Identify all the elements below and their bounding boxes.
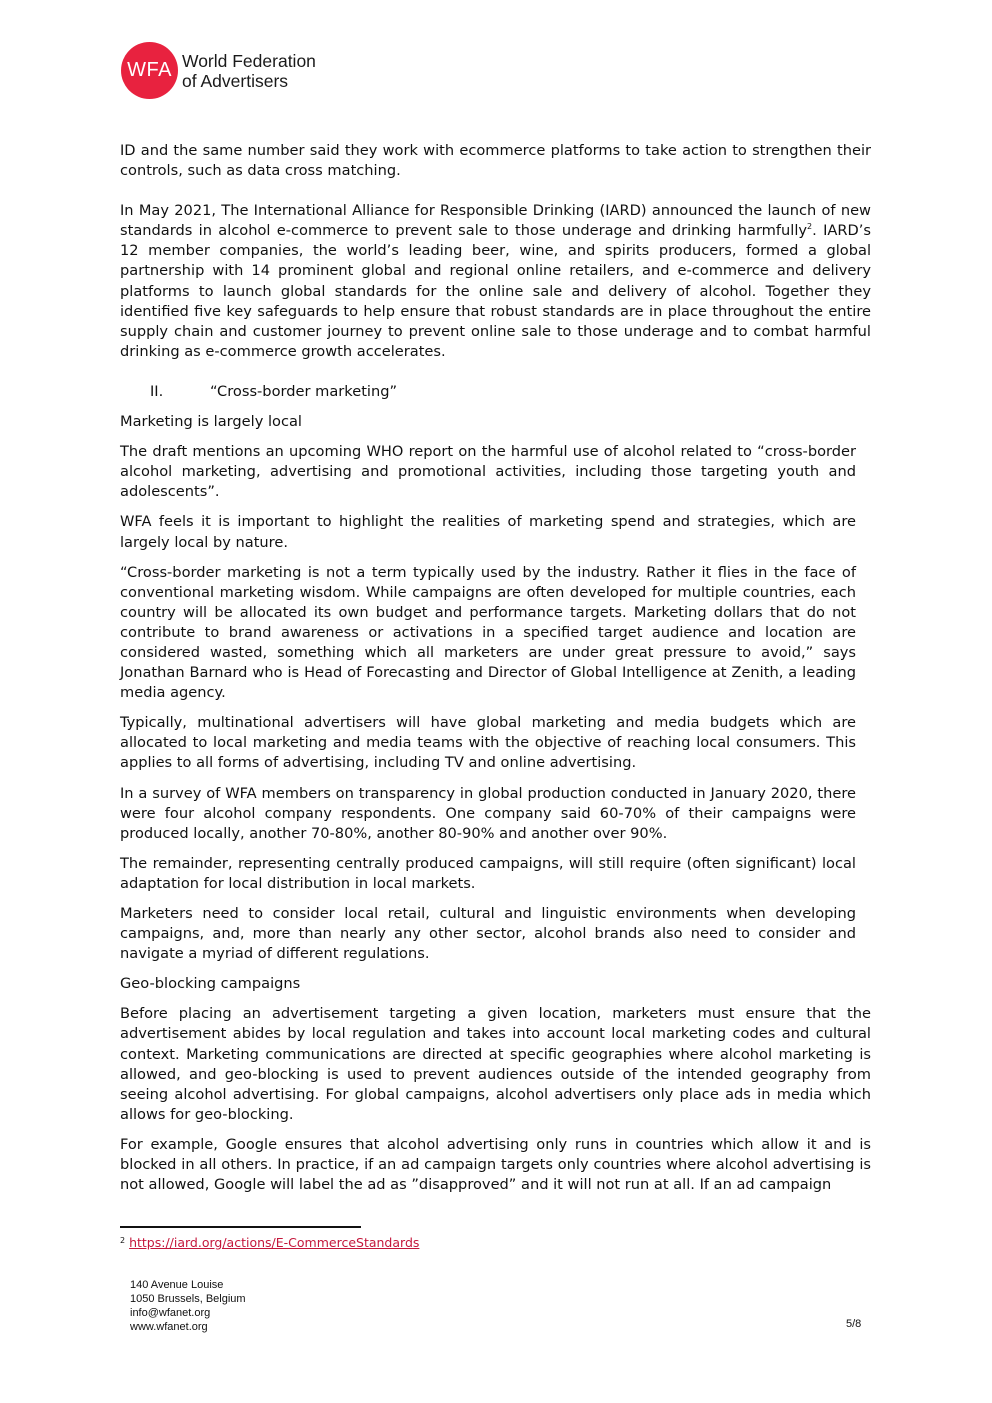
address-line: 1050 Brussels, Belgium xyxy=(130,1293,246,1305)
page-number: 5/8 xyxy=(846,1318,862,1330)
footer-email: info@wfanet.org xyxy=(130,1307,211,1319)
footnote-number: 2 xyxy=(120,1236,126,1245)
subheading: Geo-blocking campaigns xyxy=(120,975,301,993)
paragraph-text: In May 2021, The International Alliance for Responsible Drinking (IARD) announced the launch of new standards in alcohol e-commerce to prevent sale to those underage and drinking harmfully xyxy=(120,202,871,240)
logo-wordmark xyxy=(182,51,316,91)
footnote xyxy=(120,1235,419,1251)
paragraph: Before placing an advertisement targeting a given location, marketers must ensure that the advertisement abides by local regulation and takes into account local marketing codes and cultural context. Marketing communications are directed at specific geographies where alcohol marketing is allowed, and geo-blocking is used to prevent audiences outside of the intended geography from seeing alcohol advertising. For global campaigns, alcohol advertisers only place ads in media which allows for geo-blocking. xyxy=(120,1005,871,1123)
logo-line-2: of Advertisers xyxy=(182,70,289,91)
document-body xyxy=(120,141,871,1195)
paragraph-iard xyxy=(120,201,871,362)
paragraph: For example, Google ensures that alcohol advertising only runs in countries which allow it and is blocked in all others. In practice, if an ad campaign targets only countries where alcohol advertising is not allowed, Google will label the ad as ”disapproved” and it will not run at all. If an ad campaign xyxy=(120,1135,871,1194)
section-number: II. xyxy=(150,382,164,400)
logo-circle: WFA xyxy=(121,42,178,99)
wfa-logo xyxy=(121,42,316,99)
paragraph: In a survey of WFA members on transparency in global production conducted in January 2020, there were four alcohol company respondents. One company said 60-70% of their campaigns were produced locally, another 70-80%, another 80-90% and another over 90%. xyxy=(120,784,856,842)
paragraph-quote: “Cross-border marketing is not a term typically used by the industry. Rather it flies in the face of conventional marketing wisdom. While campaigns are often developed for multiple countries, each country will be allocated its own budget and performance targets. Marketing dollars that do not contribute to brand awareness or activations in a specified target audience and location are considered wasted, something which all marketers are under great pressure to avoid,” says Jonathan Barnard who is Head of Forecasting and Director of Global Intelligence at Zenith, a leading media agency. xyxy=(120,563,856,702)
footnote-reference[interactable]: 2 xyxy=(807,222,813,232)
paragraph: ID and the same number said they work with ecommerce platforms to take action to strengthen their controls, such as data cross matching. xyxy=(120,142,871,180)
address-line: 140 Avenue Louise xyxy=(130,1279,224,1291)
footer-address xyxy=(130,1278,246,1334)
footer-website: www.wfanet.org xyxy=(130,1321,208,1333)
paragraph-text: . IARD’s 12 member companies, the world’s leading beer, wine, and spirits producers, formed a global partnership with 14 prominent global and regional online retailers, and e-commerce and delivery platforms to launch global standards for the online sale and delivery of alcohol. Together they identified five key safeguards to help ensure that robust standards are in place throughout the entire supply chain and customer journey to prevent online sale to those underage and to combat harmful drinking as e-commerce growth accelerates. xyxy=(120,222,872,360)
footnote-divider xyxy=(120,1226,361,1228)
footnote-link[interactable]: https://iard.org/actions/E-CommerceStandards xyxy=(129,1235,420,1250)
section-heading xyxy=(120,382,871,402)
subheading: Marketing is largely local xyxy=(120,413,302,431)
logo-line-1: World Federation xyxy=(182,50,316,71)
paragraph: The draft mentions an upcoming WHO report on the harmful use of alcohol related to “cross-border alcohol marketing, advertising and promotional activities, including those targeting youth and adolescents”. xyxy=(120,443,856,501)
paragraph: Marketers need to consider local retail, cultural and linguistic environments when developing campaigns, and, more than nearly any other sector, alcohol brands also need to consider and navigate a myriad of different regulations. xyxy=(120,905,856,963)
section-title: “Cross-border marketing” xyxy=(210,382,398,400)
paragraph: Typically, multinational advertisers will have global marketing and media budgets which are allocated to local marketing and media teams with the objective of reaching local consumers. This applies to all forms of advertising, including TV and online advertising. xyxy=(120,714,856,772)
paragraph: WFA feels it is important to highlight the realities of marketing spend and strategies, which are largely local by nature. xyxy=(120,513,856,551)
paragraph: The remainder, representing centrally produced campaigns, will still require (often significant) local adaptation for local distribution in local markets. xyxy=(120,854,856,892)
